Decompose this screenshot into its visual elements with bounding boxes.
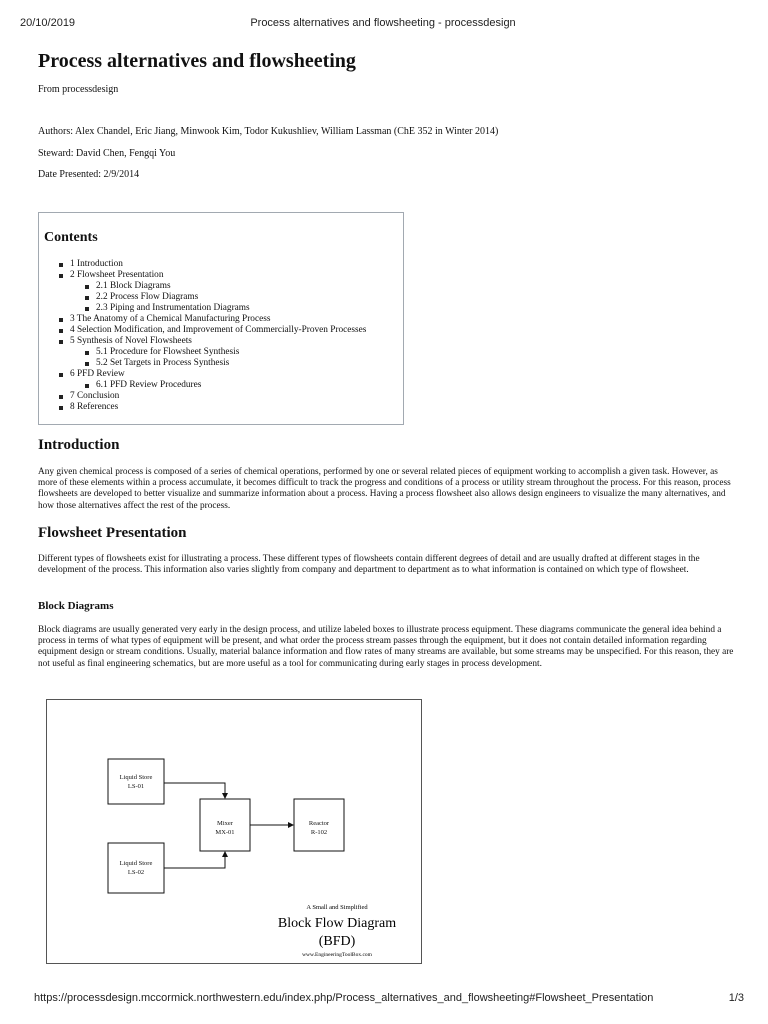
caption-abbr: (BFD) bbox=[318, 934, 356, 949]
date-presented: Date Presented: 2/9/2014 bbox=[38, 169, 140, 180]
caption-site: www.EngineeringToolBox.com bbox=[302, 952, 372, 958]
toc-item[interactable]: 8 References bbox=[59, 402, 366, 413]
print-footer bbox=[20, 992, 746, 1006]
liquid-store-1-block bbox=[108, 759, 164, 804]
block-diagrams-text: Block diagrams are usually generated very early in the design process, and utilize labeled boxes to illustrate process equipment. These diagrams communicate the general idea behind a process in terms of what types of equipment will be present, and what order the process stream passes through the equipment, but it does not contain detailed information regarding equipment design or stream conditions. Usually, material balance information and flow rates of many streams are available, but some streams may be unspecified. For this reason, they are not useful as final engineering schematics, but are more useful as a tool for communicating during early stages in process development. bbox=[38, 625, 734, 669]
reactor-line1: Reactor bbox=[308, 820, 330, 827]
toc-item[interactable]: 4 Selection Modification, and Improvement of Commercially-Proven Processes bbox=[59, 325, 366, 336]
toc-subitem[interactable]: 2.3 Piping and Instrumentation Diagrams bbox=[85, 303, 366, 314]
print-date: 20/10/2019 bbox=[20, 17, 76, 29]
section-heading-flowsheet: Flowsheet Presentation bbox=[38, 525, 187, 541]
flowsheet-text: Different types of flowsheets exist for illustrating a process. These different types of flowsheets contain different degrees of detail and are usually drafted at different stages in the development of the process. This information also varies slightly from company and department to department as to what information is contained on which type of flowsheet. bbox=[38, 554, 700, 576]
toc-item[interactable]: 1 Introduction bbox=[59, 259, 366, 270]
ls2-line2: LS-02 bbox=[127, 869, 145, 876]
liquid-store-2-block bbox=[108, 843, 164, 893]
toc-subitem[interactable]: 6.1 PFD Review Procedures bbox=[85, 380, 366, 391]
caption-title: Block Flow Diagram bbox=[277, 916, 397, 931]
site-sub: From processdesign bbox=[38, 84, 119, 95]
stream-ls1-to-mixer bbox=[164, 783, 225, 798]
ls1-line2: LS-01 bbox=[127, 783, 145, 790]
print-url: https://processdesign.mccormick.northwestern.edu/index.php/Process_alternatives_and_flowsheeting#Flowsheet_Presentation bbox=[34, 992, 654, 1004]
subsection-heading-block-diagrams: Block Diagrams bbox=[38, 600, 114, 612]
print-page-title: Process alternatives and flowsheeting - processdesign bbox=[250, 17, 516, 29]
table-of-contents bbox=[38, 212, 404, 425]
toc-heading: Contents bbox=[44, 230, 98, 245]
stream-ls2-to-mixer bbox=[164, 852, 225, 868]
block-flow-diagram-figure bbox=[46, 699, 422, 964]
page-title: Process alternatives and flowsheeting bbox=[38, 50, 356, 72]
toc-subitem[interactable]: 5.1 Procedure for Flowsheet Synthesis bbox=[85, 347, 366, 358]
introduction-text: Any given chemical process is composed of a series of chemical operations, performed by one or several related pieces of equipment working to accomplish a given task. However, as more of these elements within a process accumulate, it becomes difficult to track the progress and conditions of a process or utility stream throughout the process. For this reason, process flowsheets are developed to better visualize and summarize information about a process. Having a process flowsheet also allows design engineers to visualize the many alternatives, and how those alternatives affect the rest of the process. bbox=[38, 467, 731, 511]
toc-item[interactable]: 3 The Anatomy of a Chemical Manufacturing Process bbox=[59, 314, 366, 325]
toc-item[interactable]: 5 Synthesis of Novel Flowsheets 5.1 Procedure for Flowsheet Synthesis 5.2 Set Targets in Process Synthesis bbox=[59, 336, 366, 369]
mixer-line1: Mixer bbox=[217, 820, 233, 827]
toc-subitem[interactable]: 2.1 Block Diagrams bbox=[85, 281, 366, 292]
toc-subitem[interactable]: 2.2 Process Flow Diagrams bbox=[85, 292, 366, 303]
toc-item[interactable]: 7 Conclusion bbox=[59, 391, 366, 402]
reactor-line2: R-102 bbox=[310, 829, 328, 836]
authors: Authors: Alex Chandel, Eric Jiang, Minwook Kim, Todor Kukushliev, William Lassman (ChE 352 in Winter 2014) bbox=[38, 126, 499, 137]
toc-list bbox=[59, 259, 366, 413]
toc-subitem[interactable]: 5.2 Set Targets in Process Synthesis bbox=[85, 358, 366, 369]
ls2-line1: Liquid Store bbox=[119, 860, 153, 867]
print-header bbox=[20, 17, 746, 31]
page-number: 1/3 bbox=[728, 992, 744, 1004]
toc-item[interactable]: 6 PFD Review 6.1 PFD Review Procedures bbox=[59, 369, 366, 391]
ls1-line1: Liquid Store bbox=[119, 774, 153, 781]
mixer-line2: MX-01 bbox=[215, 829, 235, 836]
toc-item[interactable]: 2 Flowsheet Presentation 2.1 Block Diagrams 2.2 Process Flow Diagrams 2.3 Piping and Instrumentation Diagrams bbox=[59, 270, 366, 314]
steward: Steward: David Chen, Fengqi You bbox=[38, 148, 176, 159]
caption-small: A Small and Simplified bbox=[306, 904, 368, 911]
section-heading-introduction: Introduction bbox=[38, 437, 120, 453]
article bbox=[38, 48, 732, 95]
